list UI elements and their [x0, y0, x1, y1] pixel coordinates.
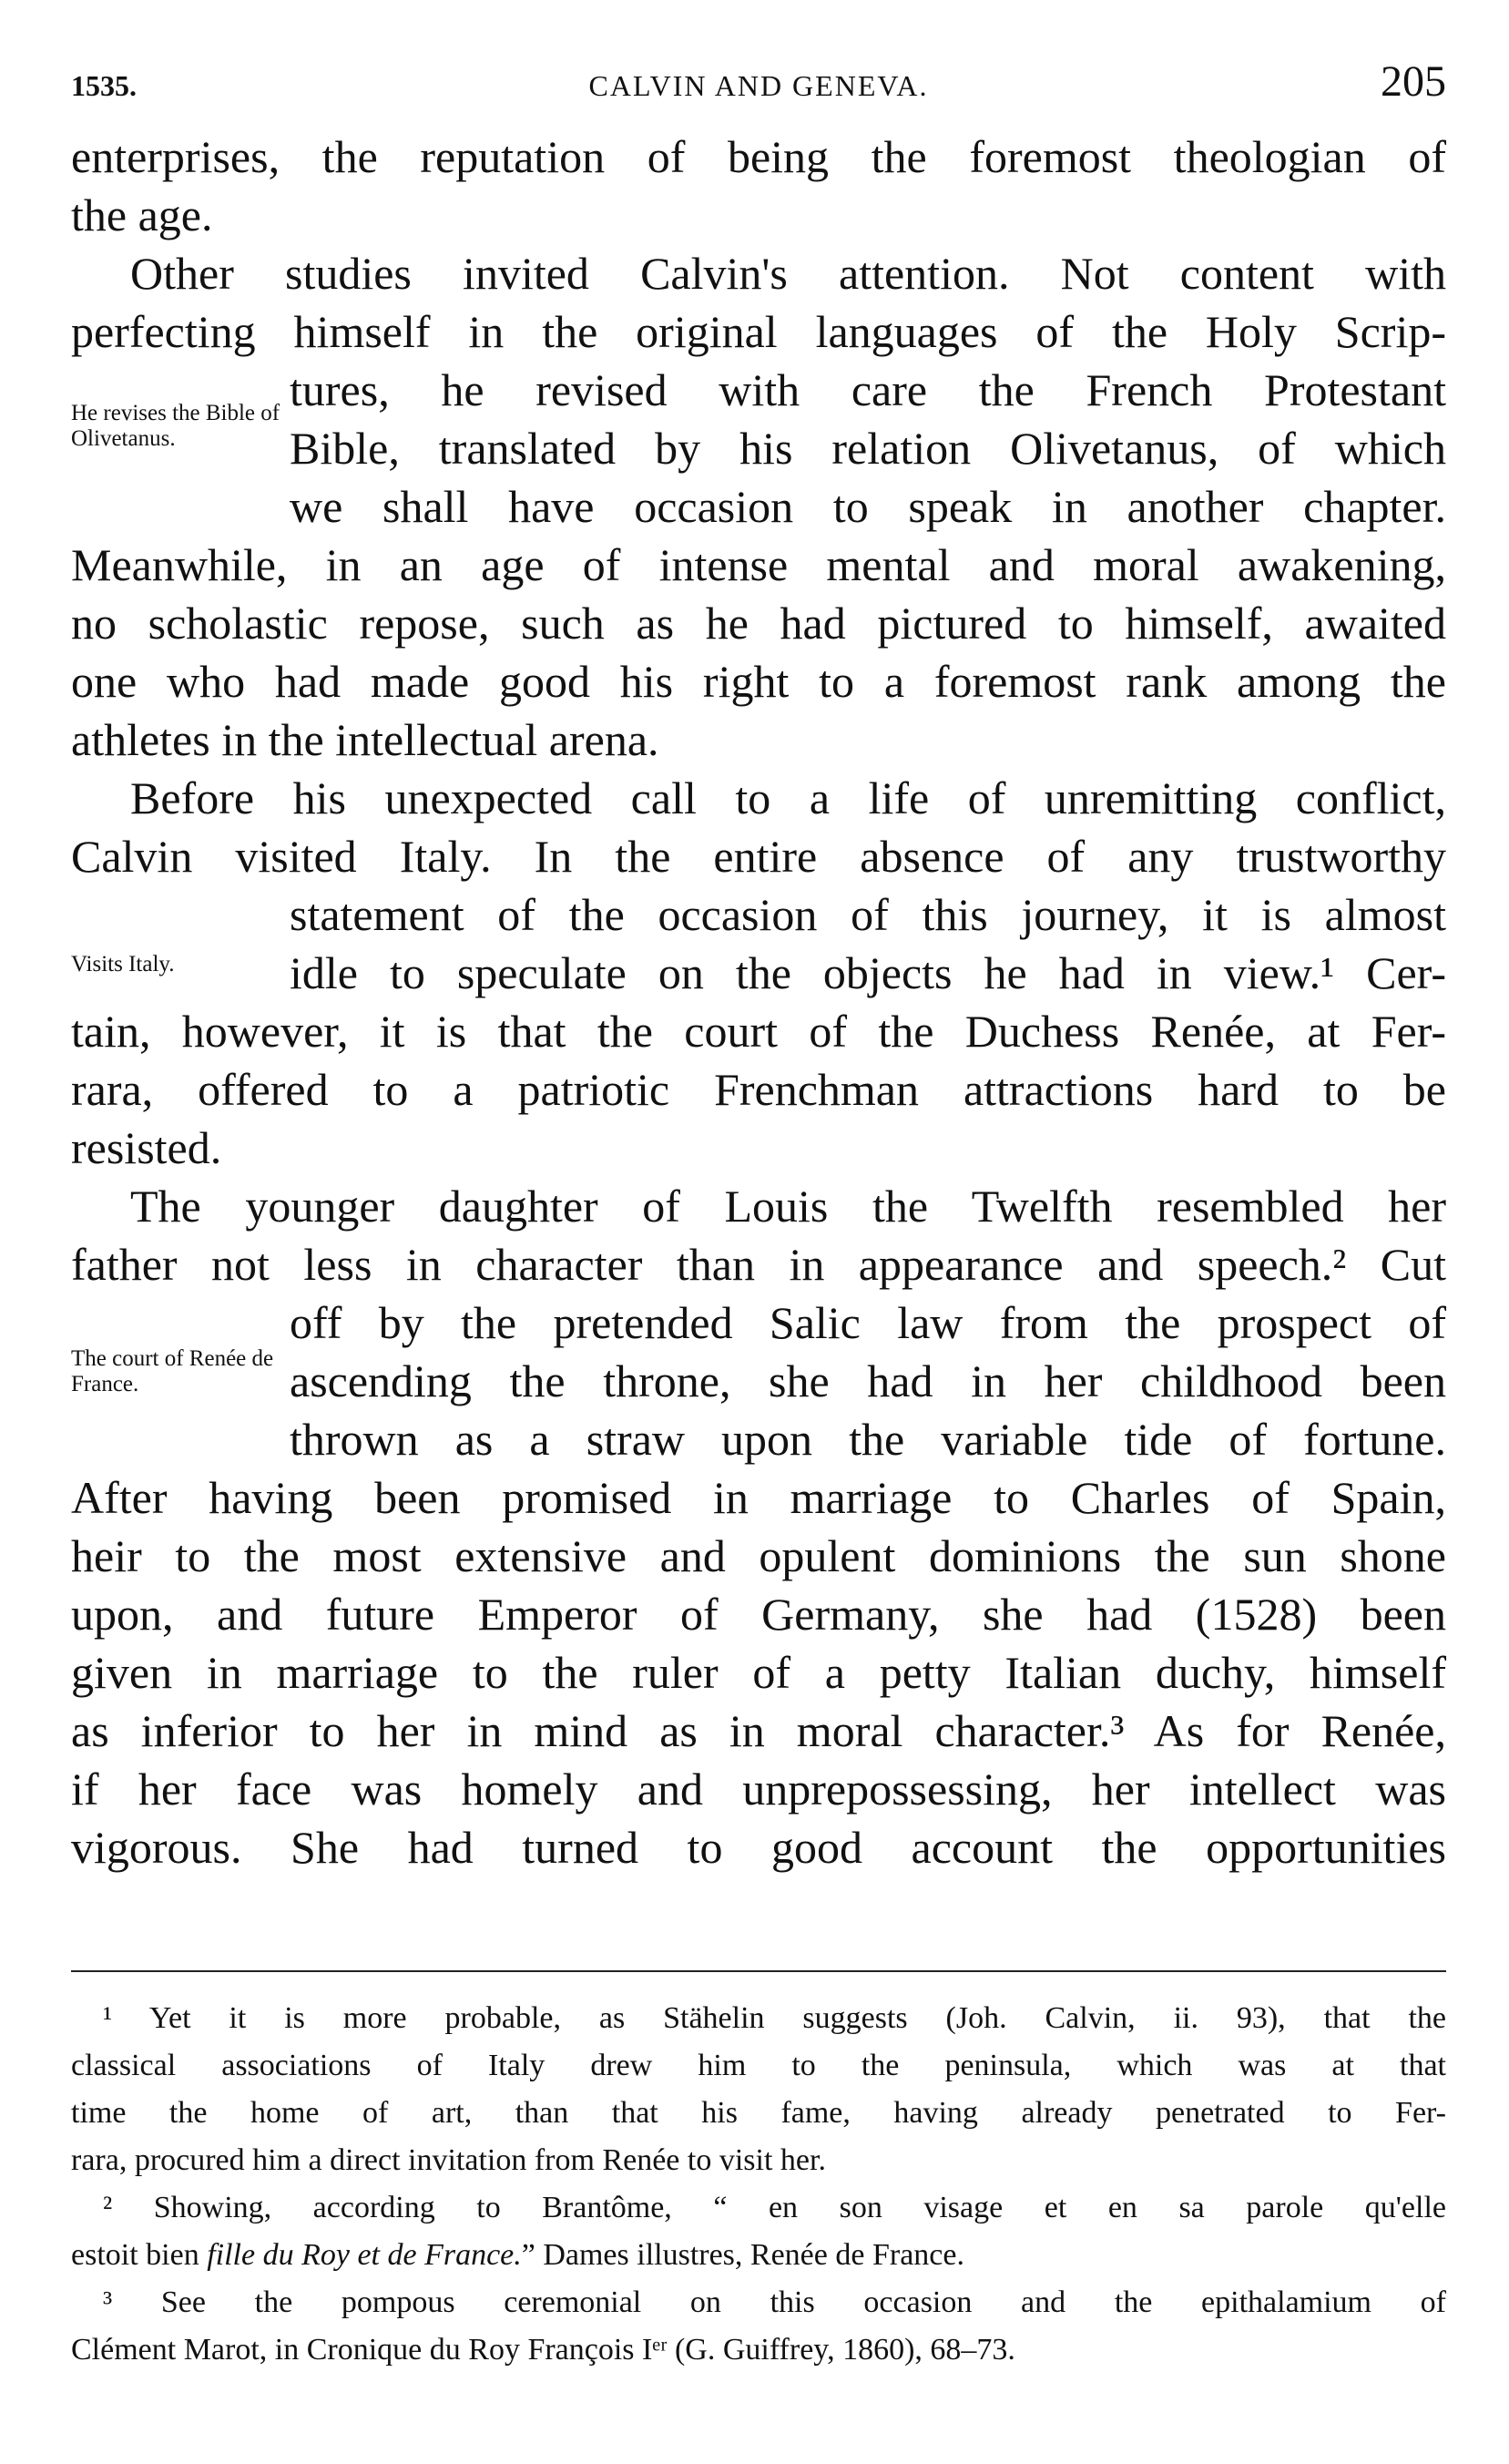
- body-line: off by the pretended Salic law from the prospect of: [290, 1297, 1446, 1348]
- margin-note-italy: Visits Italy.: [71, 952, 175, 976]
- body-line: father not less in character than in appearance and speech.² Cut: [71, 1239, 1446, 1290]
- body-line: vigorous. She had turned to good account the opportunities: [71, 1822, 1446, 1873]
- body-line: athletes in the intellectual arena.: [71, 714, 659, 765]
- body-line: upon, and future Emperor of Germany, she had (1528) been: [71, 1589, 1446, 1640]
- footnote-rule: [71, 1970, 1446, 1972]
- body-line: as inferior to her in mind as in moral character.³ As for Renée,: [71, 1705, 1446, 1756]
- body-line: The younger daughter of Louis the Twelfth resembled her: [130, 1181, 1446, 1232]
- body-line: if her face was homely and unprepossessing, her intellect was: [71, 1764, 1446, 1815]
- margin-note-renee: The court of Renée de France.: [71, 1346, 274, 1396]
- footnote-1-line: classical associations of Italy drew him to the peninsula, which was at that: [71, 2049, 1446, 2082]
- body-line: Other studies invited Calvin's attention. Not content with: [130, 248, 1446, 299]
- body-line: tain, however, it is that the court of the Duchess Renée, at Fer-: [71, 1006, 1446, 1057]
- body-line: thrown as a straw upon the variable tide of fortune.: [290, 1414, 1446, 1465]
- footnote-3-line: ³ See the pompous ceremonial on this occasion and the epithalamium of: [103, 2285, 1446, 2319]
- body-line: Meanwhile, in an age of intense mental and moral awakening,: [71, 539, 1446, 590]
- body-line: resisted.: [71, 1122, 222, 1173]
- footnote-2-start: estoit bien: [71, 2238, 208, 2272]
- body-line: enterprises, the reputation of being the foremost theologian of: [71, 131, 1446, 182]
- margin-note-bible: He revises the Bible of Olivetanus.: [71, 401, 280, 451]
- footnote-2-end: ” Dames illustres, Renée de France.: [521, 2238, 964, 2272]
- body-line: ascending the throne, she had in her childhood been: [290, 1355, 1446, 1406]
- footnote-2-italic: fille du Roy et de France.: [207, 2238, 522, 2272]
- body-line: idle to speculate on the objects he had in view.¹ Cer-: [290, 947, 1446, 998]
- page-number: 205: [1381, 57, 1446, 106]
- body-line: statement of the occasion of this journey, it is almost: [290, 889, 1446, 940]
- body-line: perfecting himself in the original languages of the Holy Scrip-: [71, 306, 1446, 357]
- header-year: 1535.: [71, 69, 137, 102]
- body-line: rara, offered to a patriotic Frenchman attractions hard to be: [71, 1064, 1446, 1115]
- body-line: tures, he revised with care the French Protestant: [290, 364, 1446, 415]
- body-line: Bible, translated by his relation Olivetanus, of which: [290, 423, 1446, 474]
- body-line: heir to the most extensive and opulent dominions the sun shone: [71, 1530, 1446, 1581]
- footnote-1-line: time the home of art, than that his fame, having already penetrated to Fer-: [71, 2096, 1446, 2130]
- footnote-2-line: [71, 2232, 1446, 2279]
- footnote-1-line: rara, procured him a direct invitation from Renée to visit her.: [71, 2143, 826, 2177]
- body-line: no scholastic repose, such as he had pictured to himself, awaited: [71, 598, 1446, 649]
- body-line: Calvin visited Italy. In the entire absence of any trustworthy: [71, 831, 1446, 882]
- body-line: the age.: [71, 189, 213, 240]
- footnote-2-line: ² Showing, according to Brantôme, “ en son visage et en sa parole qu'elle: [103, 2191, 1446, 2224]
- book-page: [71, 46, 1446, 2432]
- body-line: we shall have occasion to speak in another chapter.: [290, 481, 1446, 532]
- body-line: given in marriage to the ruler of a petty Italian duchy, himself: [71, 1647, 1446, 1698]
- footnote-3-line: Clément Marot, in Cronique du Roy François Iᵉʳ (G. Guiffrey, 1860), 68–73.: [71, 2333, 1015, 2367]
- body-line: Before his unexpected call to a life of unremitting conflict,: [130, 772, 1446, 823]
- body-line: After having been promised in marriage to Charles of Spain,: [71, 1472, 1446, 1523]
- running-head: [71, 56, 1446, 111]
- footnote-1-line: ¹ Yet it is more probable, as Stähelin suggests (Joh. Calvin, ii. 93), that the: [103, 2001, 1446, 2035]
- header-title: CALVIN AND GENEVA.: [588, 69, 929, 102]
- body-line: one who had made good his right to a foremost rank among the: [71, 656, 1446, 707]
